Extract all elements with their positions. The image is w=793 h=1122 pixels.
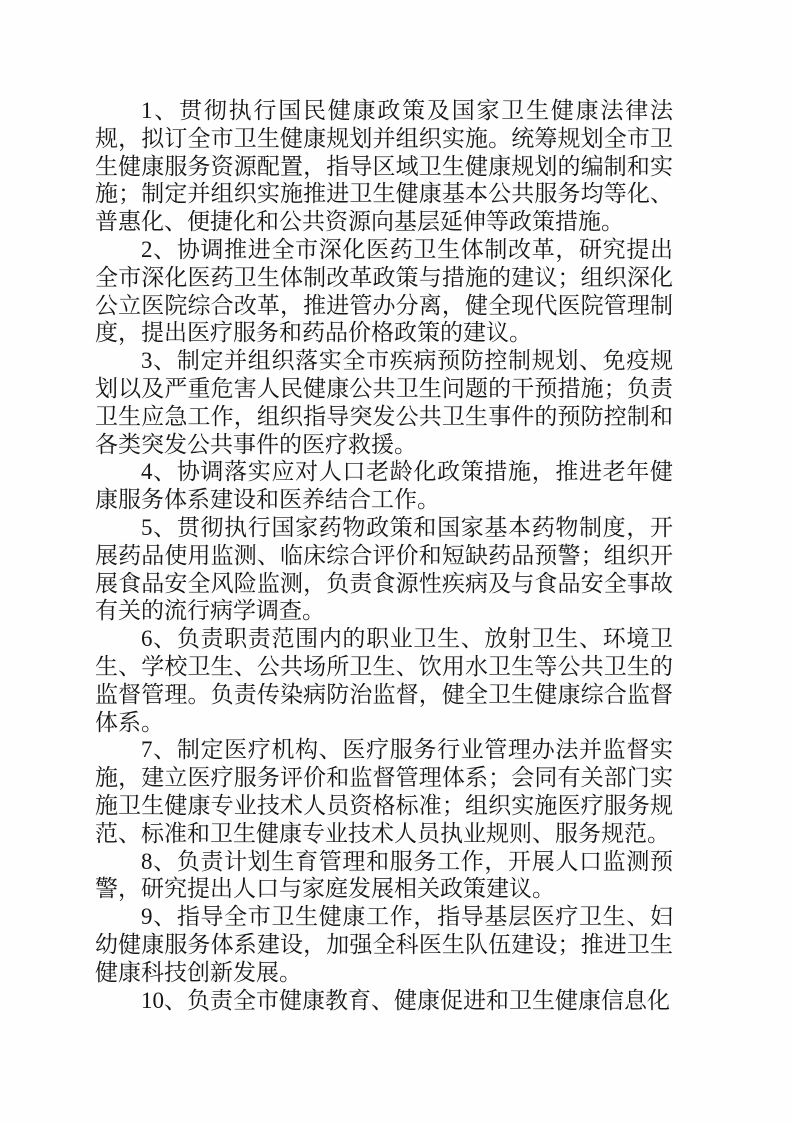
document-text-block <box>95 97 673 1014</box>
paragraph-3: 3、制定并组织落实全市疾病预防控制规划、免疫规划以及严重危害人民健康公共卫生问题的干预措施；负责卫生应急工作，组织指导突发公共卫生事件的预防控制和各类突发公共事件的医疗救援。 <box>95 348 673 457</box>
paragraph-2: 2、协调推进全市深化医药卫生体制改革，研究提出全市深化医药卫生体制改革政策与措施的建议；组织深化公立医院综合改革，推进管办分离，健全现代医院管理制度，提出医疗服务和药品价格政策的建议。 <box>95 236 673 346</box>
paragraph-1: 1、贯彻执行国民健康政策及国家卫生健康法律法规，拟订全市卫生健康规划并组织实施。统筹规划全市卫生健康服务资源配置，指导区域卫生健康规划的编制和实施；制定并组织实施推进卫生健康基本公共服务均等化、普惠化、便捷化和公共资源向基层延伸等政策措施。 <box>95 98 673 235</box>
paragraph-4: 4、协调落实应对人口老龄化政策措施，推进老年健康服务体系建设和医养结合工作。 <box>95 459 673 513</box>
paragraph-6: 6、负责职责范围内的职业卫生、放射卫生、环境卫生、学校卫生、公共场所卫生、饮用水卫生等公共卫生的监督管理。负责传染病防治监督，健全卫生健康综合监督体系。 <box>95 626 673 735</box>
paragraph-7: 7、制定医疗机构、医疗服务行业管理办法并监督实施，建立医疗服务评价和监督管理体系；会同有关部门实施卫生健康专业技术人员资格标准；组织实施医疗服务规范、标准和卫生健康专业技术人员执业规则、服务规范。 <box>95 737 673 846</box>
paragraph-9: 9、指导全市卫生健康工作，指导基层医疗卫生、妇幼健康服务体系建设，加强全科医生队伍建设；推进卫生健康科技创新发展。 <box>95 904 673 985</box>
paragraph-8: 8、负责计划生育管理和服务工作，开展人口监测预警，研究提出人口与家庭发展相关政策建议。 <box>95 848 673 902</box>
paragraph-5: 5、贯彻执行国家药物政策和国家基本药物制度，开展药品使用监测、临床综合评价和短缺药品预警；组织开展食品安全风险监测，负责食源性疾病及与食品安全事故有关的流行病学调查。 <box>95 514 673 624</box>
paragraph-10: 10、负责全市健康教育、健康促进和卫生健康信息化 <box>141 987 670 1013</box>
